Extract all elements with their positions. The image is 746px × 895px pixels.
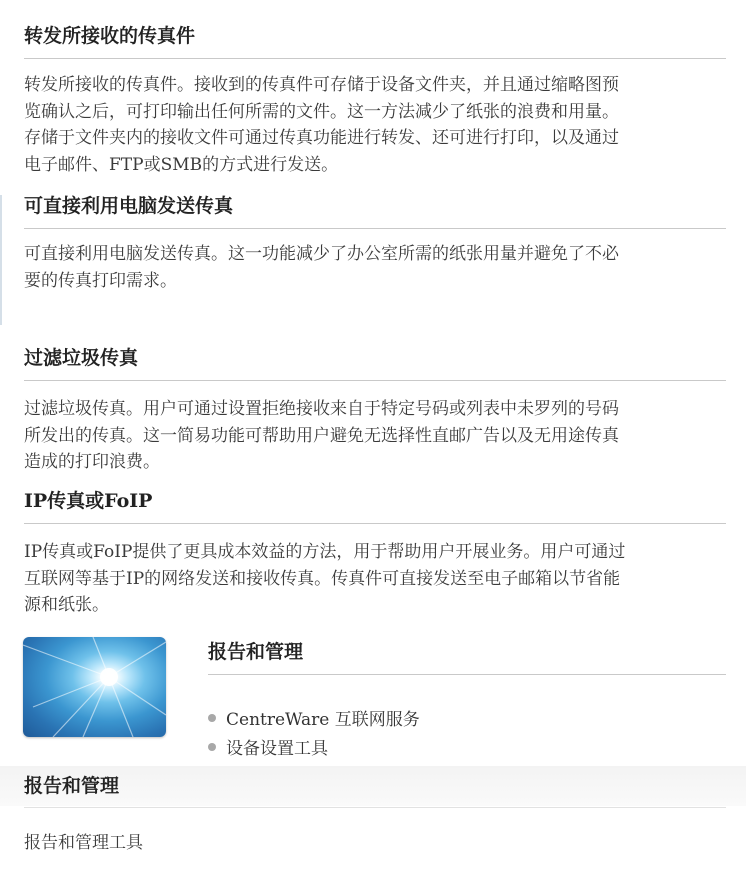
feature-list (208, 703, 728, 761)
paragraph-reporting-tools (24, 830, 726, 857)
bullet-dot-icon (208, 714, 216, 722)
heading-pc-fax: 可直接利用电脑发送传真 (24, 195, 234, 217)
text-line: 存储于文件夹内的接收文件可通过传真功能进行转发、还可进行打印，以及通过 (24, 128, 619, 148)
divider (24, 807, 726, 808)
text-line: 转发所接收的传真件。接收到的传真件可存储于设备文件夹，并且通过缩略图预 (24, 75, 619, 95)
text-line: 要的传真打印需求。 (24, 270, 177, 291)
left-accent-bar (0, 195, 2, 325)
divider (24, 228, 726, 229)
heading-reporting-management-2: 报告和管理 (24, 775, 120, 797)
text-line: 电子邮件、FTP或SMB的方式进行发送。 (24, 154, 339, 175)
bullet-dot-icon (208, 743, 216, 751)
paragraph-forward-received-fax (24, 72, 726, 178)
light-burst-image (23, 637, 166, 737)
list-item-label: 设备设置工具 (226, 739, 328, 759)
text-line: 可直接利用电脑发送传真。这一功能减少了办公室所需的纸张用量并避免了不必 (24, 244, 619, 264)
divider (24, 380, 726, 381)
text-line: IP传真或FoIP提供了更具成本效益的方法，用于帮助用户开展业务。用户可通过 (24, 542, 626, 562)
list-item (208, 703, 728, 732)
heading-forward-received-fax: 转发所接收的传真件 (24, 25, 196, 47)
text-line: 览确认之后，可打印输出任何所需的文件。这一方法减少了纸张的浪费和用量。 (24, 101, 619, 122)
text-line: 互联网等基于IP的网络发送和接收传真。传真件可直接发送至电子邮箱以节省能 (24, 568, 621, 589)
heading-reporting-management: 报告和管理 (208, 641, 304, 663)
heading-ip-fax: IP传真或FoIP (24, 490, 153, 512)
text-line: 造成的打印浪费。 (24, 452, 160, 472)
text-line: 所发出的传真。这一简易功能可帮助用户避免无选择性直邮广告以及无用途传真 (24, 425, 619, 446)
heading-junk-fax-filter: 过滤垃圾传真 (24, 347, 139, 369)
text-line: 报告和管理工具 (24, 833, 143, 853)
divider (208, 674, 726, 675)
divider (24, 58, 726, 59)
list-item (208, 732, 728, 761)
paragraph-pc-fax (24, 241, 726, 294)
divider (24, 523, 726, 524)
paragraph-junk-fax-filter (24, 396, 726, 476)
text-line: 过滤垃圾传真。用户可通过设置拒绝接收来自于特定号码或列表中未罗列的号码 (24, 399, 619, 419)
text-line: 源和纸张。 (24, 595, 109, 615)
list-item-label: CentreWare 互联网服务 (226, 710, 420, 730)
paragraph-ip-fax (24, 539, 726, 619)
